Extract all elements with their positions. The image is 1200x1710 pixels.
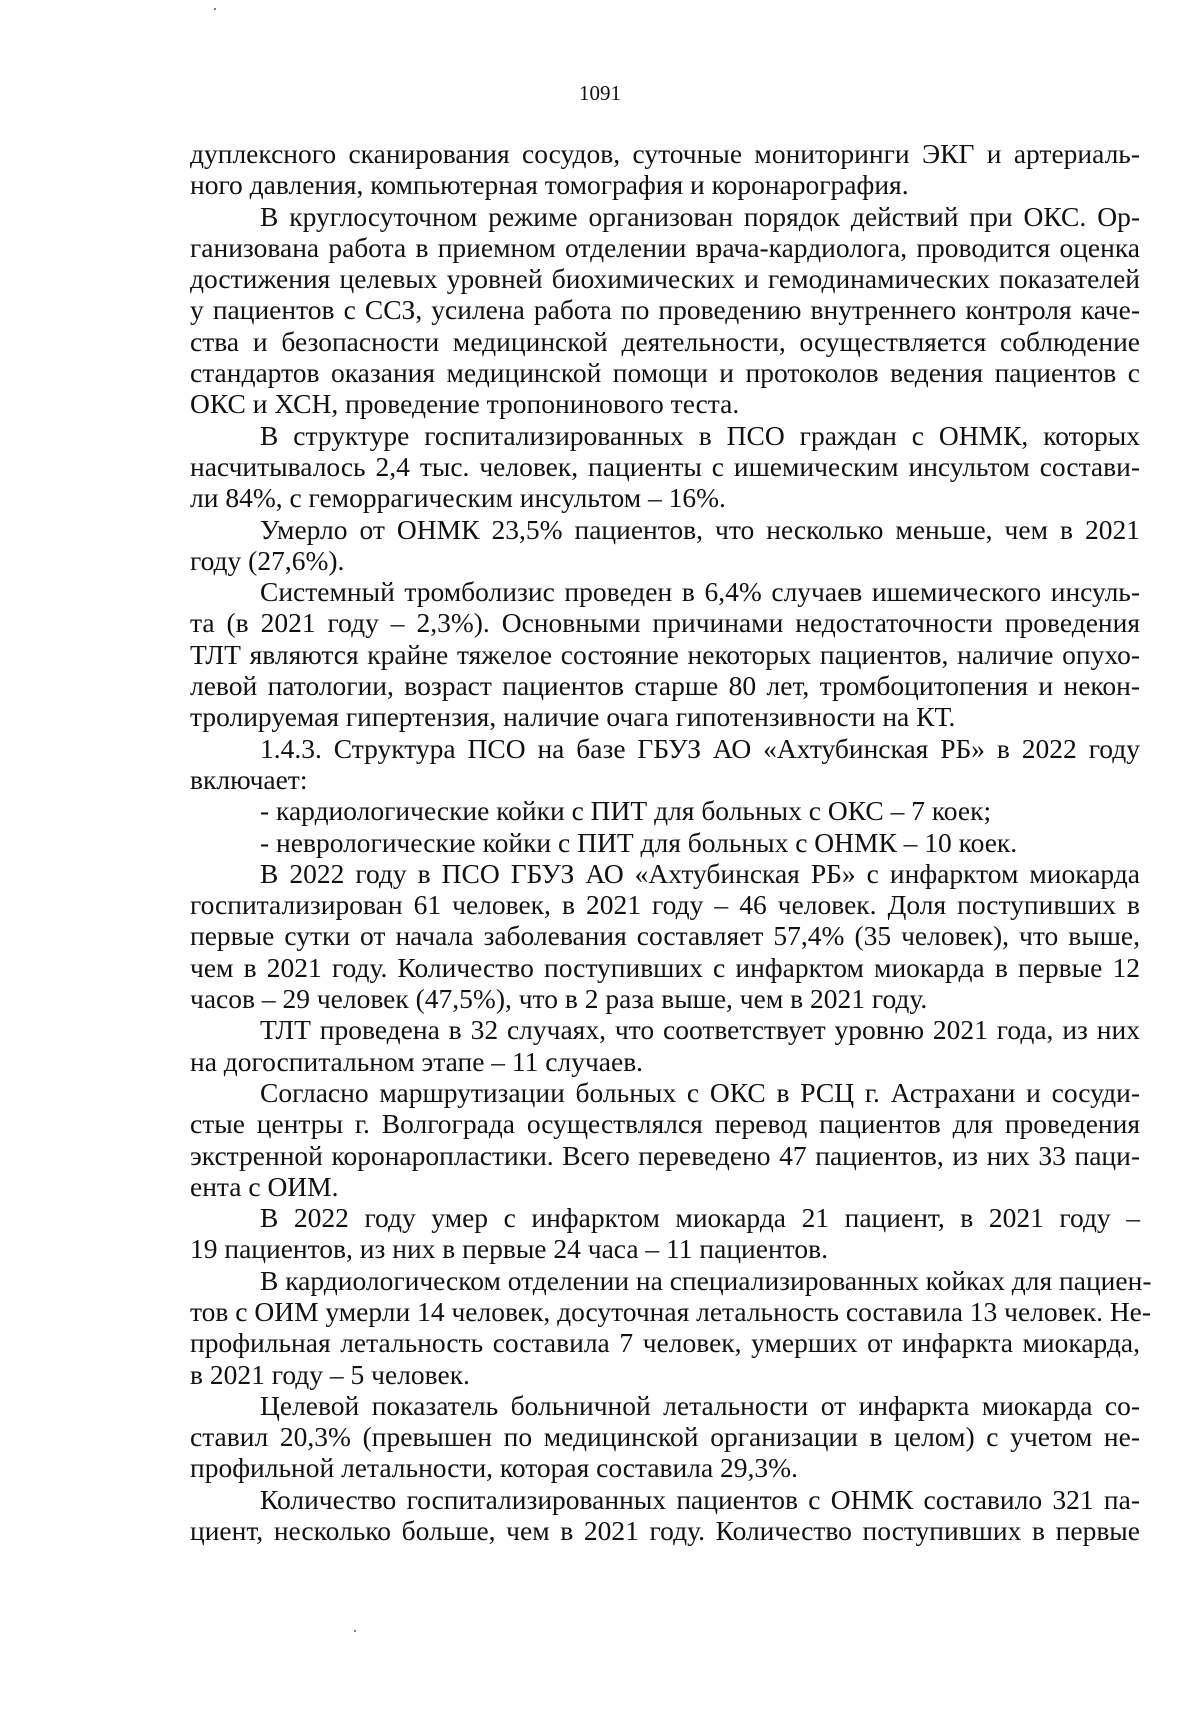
text-line: профильная летальность составила 7 человек, умерших от инфаркта миокарда,	[190, 1327, 1140, 1359]
text-line: ли 84%, с геморрагическим инсультом – 16%.	[190, 482, 726, 514]
scan-speck	[214, 8, 216, 10]
text-line: В 2022 году в ПСО ГБУЗ АО «Ахтубинская РБ» с инфарктом миокарда	[260, 857, 1140, 889]
paragraph	[190, 1484, 1140, 1547]
text-line: Количество госпитализированных пациентов с ОНМК составило 321 па-	[260, 1483, 1140, 1515]
text-line: 1.4.3. Структура ПСО на базе ГБУЗ АО «Ахтубинская РБ» в 2022 году	[260, 732, 1140, 764]
paragraph	[190, 1202, 1140, 1265]
text-line: - кардиологические койки с ПИТ для больных с ОКС – 7 коек;	[260, 795, 992, 827]
text-line: Целевой показатель больничной летальности от инфаркта миокарда со-	[260, 1389, 1140, 1421]
text-line: насчитывалось 2,4 тыс. человек, пациенты с ишемическим инсультом состави-	[190, 450, 1140, 482]
text-line: ТЛТ проведена в 32 случаях, что соответствует уровню 2021 года, из них	[260, 1014, 1140, 1046]
scan-speck	[354, 1630, 356, 1632]
text-line: в 2021 году – 5 человек.	[190, 1358, 470, 1390]
text-line: включает:	[190, 763, 308, 795]
text-line: - неврологические койки с ПИТ для больных с ОНМК – 10 коек.	[260, 826, 1018, 858]
paragraph	[190, 1264, 1152, 1390]
text-line: В 2022 году умер с инфарктом миокарда 21 пациент, в 2021 году –	[260, 1202, 1140, 1234]
text-line: ставил 20,3% (превышен по медицинской организации в целом) с учетом не-	[190, 1421, 1140, 1453]
text-line: году (27,6%).	[190, 544, 345, 576]
paragraph	[190, 201, 1140, 420]
paragraph	[190, 1014, 1140, 1077]
paragraph	[190, 827, 1140, 858]
paragraph	[190, 576, 1140, 732]
text-line: часов – 29 человек (47,5%), что в 2 раза выше, чем в 2021 году.	[190, 983, 928, 1015]
text-line: тов с ОИМ умерли 14 человек, досуточная летальность составила 13 человек. Не-	[190, 1295, 1152, 1327]
text-line: ганизована работа в приемном отделении врача-кардиолога, проводится оценка	[190, 231, 1140, 263]
text-line: В структуре госпитализированных в ПСО граждан с ОНМК, которых	[260, 419, 1140, 451]
text-line: Согласно маршрутизации больных с ОКС в РСЦ г. Астрахани и сосуди-	[260, 1076, 1140, 1108]
paragraph	[190, 795, 1140, 826]
paragraph	[190, 1390, 1140, 1484]
text-line: госпитализирован 61 человек, в 2021 году – 46 человек. Доля поступивших в	[190, 889, 1140, 921]
paragraph	[190, 420, 1140, 514]
text-line: первые сутки от начала заболевания составляет 57,4% (35 человек), что выше,	[190, 920, 1140, 952]
text-line: В кардиологическом отделении на специализированных койках для пациен-	[260, 1264, 1152, 1296]
text-line: чем в 2021 году. Количество поступивших с инфарктом миокарда в первые 12	[190, 951, 1140, 983]
text-line: тролируемая гипертензия, наличие очага гипотензивности на КТ.	[190, 701, 956, 733]
text-line: Умерло от ОНМК 23,5% пациентов, что несколько меньше, чем в 2021	[260, 513, 1140, 545]
text-line: профильной летальности, которая составила 29,3%.	[190, 1452, 798, 1484]
text-line: ТЛТ являются крайне тяжелое состояние некоторых пациентов, наличие опухо-	[190, 638, 1140, 670]
text-line: та (в 2021 году – 2,3%). Основными причинами недостаточности проведения	[190, 607, 1140, 639]
text-line: на догоспитальном этапе – 11 случаев.	[190, 1045, 644, 1077]
text-line: Системный тромболизис проведен в 6,4% случаев ишемического инсуль-	[260, 576, 1140, 608]
body-text	[190, 138, 1152, 1547]
text-line: В круглосуточном режиме организован порядок действий при ОКС. Ор-	[260, 200, 1140, 232]
page-number: 1091	[579, 81, 621, 105]
text-line: левой патологии, возраст пациентов старше 80 лет, тромбоцитопения и некон-	[190, 670, 1140, 702]
text-line: циент, несколько больше, чем в 2021 году. Количество поступивших в первые	[190, 1515, 1140, 1547]
text-line: стандартов оказания медицинской помощи и протоколов ведения пациентов с	[190, 357, 1140, 389]
paragraph	[190, 514, 1140, 577]
text-line: ента с ОИМ.	[190, 1170, 339, 1202]
text-line: экстренной коронаропластики. Всего переведено 47 пациентов, из них 33 паци-	[190, 1139, 1140, 1171]
text-line: стые центры г. Волгограда осуществлялся перевод пациентов для проведения	[190, 1108, 1140, 1140]
text-line: достижения целевых уровней биохимических и гемодинамических показателей	[190, 263, 1140, 295]
text-line: ства и безопасности медицинской деятельности, осуществляется соблюдение	[190, 325, 1140, 357]
paragraph	[190, 733, 1140, 796]
text-line: ного давления, компьютерная томография и коронарография.	[190, 169, 909, 201]
paragraph	[190, 858, 1140, 1014]
text-line: дуплексного сканирования сосудов, суточные мониторинги ЭКГ и артериаль-	[190, 138, 1140, 169]
text-line: у пациентов с ССЗ, усилена работа по проведению внутреннего контроля каче-	[190, 294, 1140, 326]
text-line: 19 пациентов, из них в первые 24 часа – 11 пациентов.	[190, 1233, 828, 1265]
paragraph	[190, 138, 1140, 201]
text-line: ОКС и ХСН, проведение тропонинового теста.	[190, 388, 740, 420]
paragraph	[190, 1077, 1140, 1202]
